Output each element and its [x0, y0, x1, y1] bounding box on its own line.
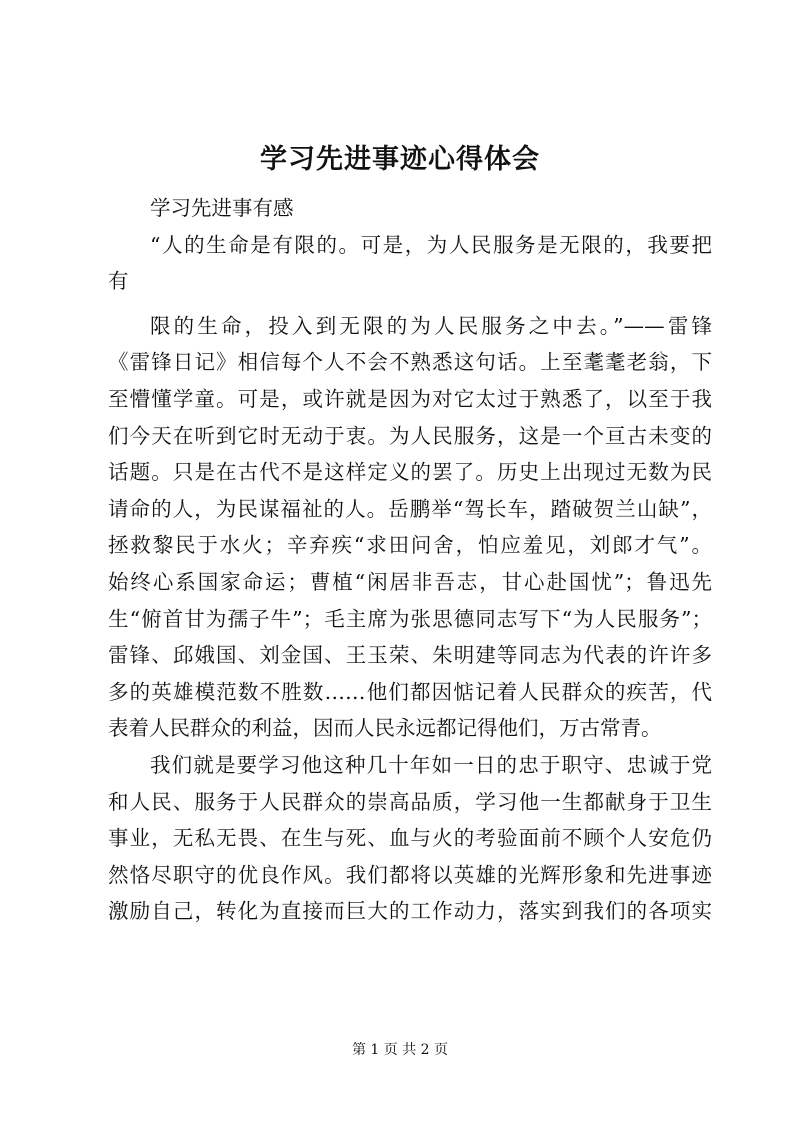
page-title: 学习先进事迹心得体会: [260, 144, 540, 175]
paragraph-line: 至懵懂学童。可是，或许就是因为对它太过于熟悉了，以至于我: [108, 386, 712, 411]
paragraph-line: 然恪尽职守的优良作风。我们都将以英雄的光辉形象和先进事迹: [108, 862, 712, 887]
paragraph-line: 事业，无私无畏、在生与死、血与火的考验面前不顾个人安危仍: [108, 826, 712, 851]
paragraph-line: 有: [108, 269, 129, 294]
paragraph-line: 《雷锋日记》相信每个人不会不熟悉这句话。上至耄耄老翁，下: [108, 350, 712, 375]
paragraph-line: “人的生命是有限的。可是，为人民服务是无限的，我要把: [150, 232, 712, 257]
paragraph-line: 我们就是要学习他这种几十年如一日的忠于职守、忠诚于党: [150, 752, 712, 777]
subtitle-line: 学习先进事有感: [150, 196, 294, 220]
paragraph-line: 始终心系国家命运；曹植“闲居非吾志，甘心赴国忧”；鲁迅先: [108, 569, 712, 594]
paragraph-line: 话题。只是在古代不是这样定义的罢了。历史上出现过无数为民: [108, 460, 712, 485]
paragraph-line: 请命的人，为民谋福祉的人。岳鹏举“驾长车，踏破贺兰山缺”，: [108, 496, 712, 521]
paragraph-line: 雷锋、邱娥国、刘金国、王玉荣、朱明建等同志为代表的许许多: [108, 643, 712, 668]
paragraph-line: 表着人民群众的利益，因而人民永远都记得他们，万古常青。: [108, 716, 662, 741]
paragraph-line: 激励自己，转化为直接而巨大的工作动力，落实到我们的各项实: [108, 899, 712, 924]
page-number-footer: 第 1 页 共 2 页: [351, 1042, 449, 1058]
paragraph-line: 拯救黎民于水火；辛弃疾“求田问舍，怕应羞见，刘郎才气”。: [108, 533, 712, 558]
paragraph-line: 生“俯首甘为孺子牛”；毛主席为张思德同志写下“为人民服务”；: [108, 606, 712, 631]
document-body: [108, 190, 712, 930]
paragraph-line: 们今天在听到它时无动于衷。为人民服务，这是一个亘古未变的: [108, 423, 712, 448]
paragraph-line: 限的生命，投入到无限的为人民服务之中去。”——雷锋: [150, 313, 712, 338]
paragraph-line: 和人民、服务于人民群众的崇高品质，学习他一生都献身于卫生: [108, 789, 712, 814]
paragraph-line: 多的英雄模范数不胜数……他们都因惦记着人民群众的疾苦，代: [108, 679, 712, 704]
